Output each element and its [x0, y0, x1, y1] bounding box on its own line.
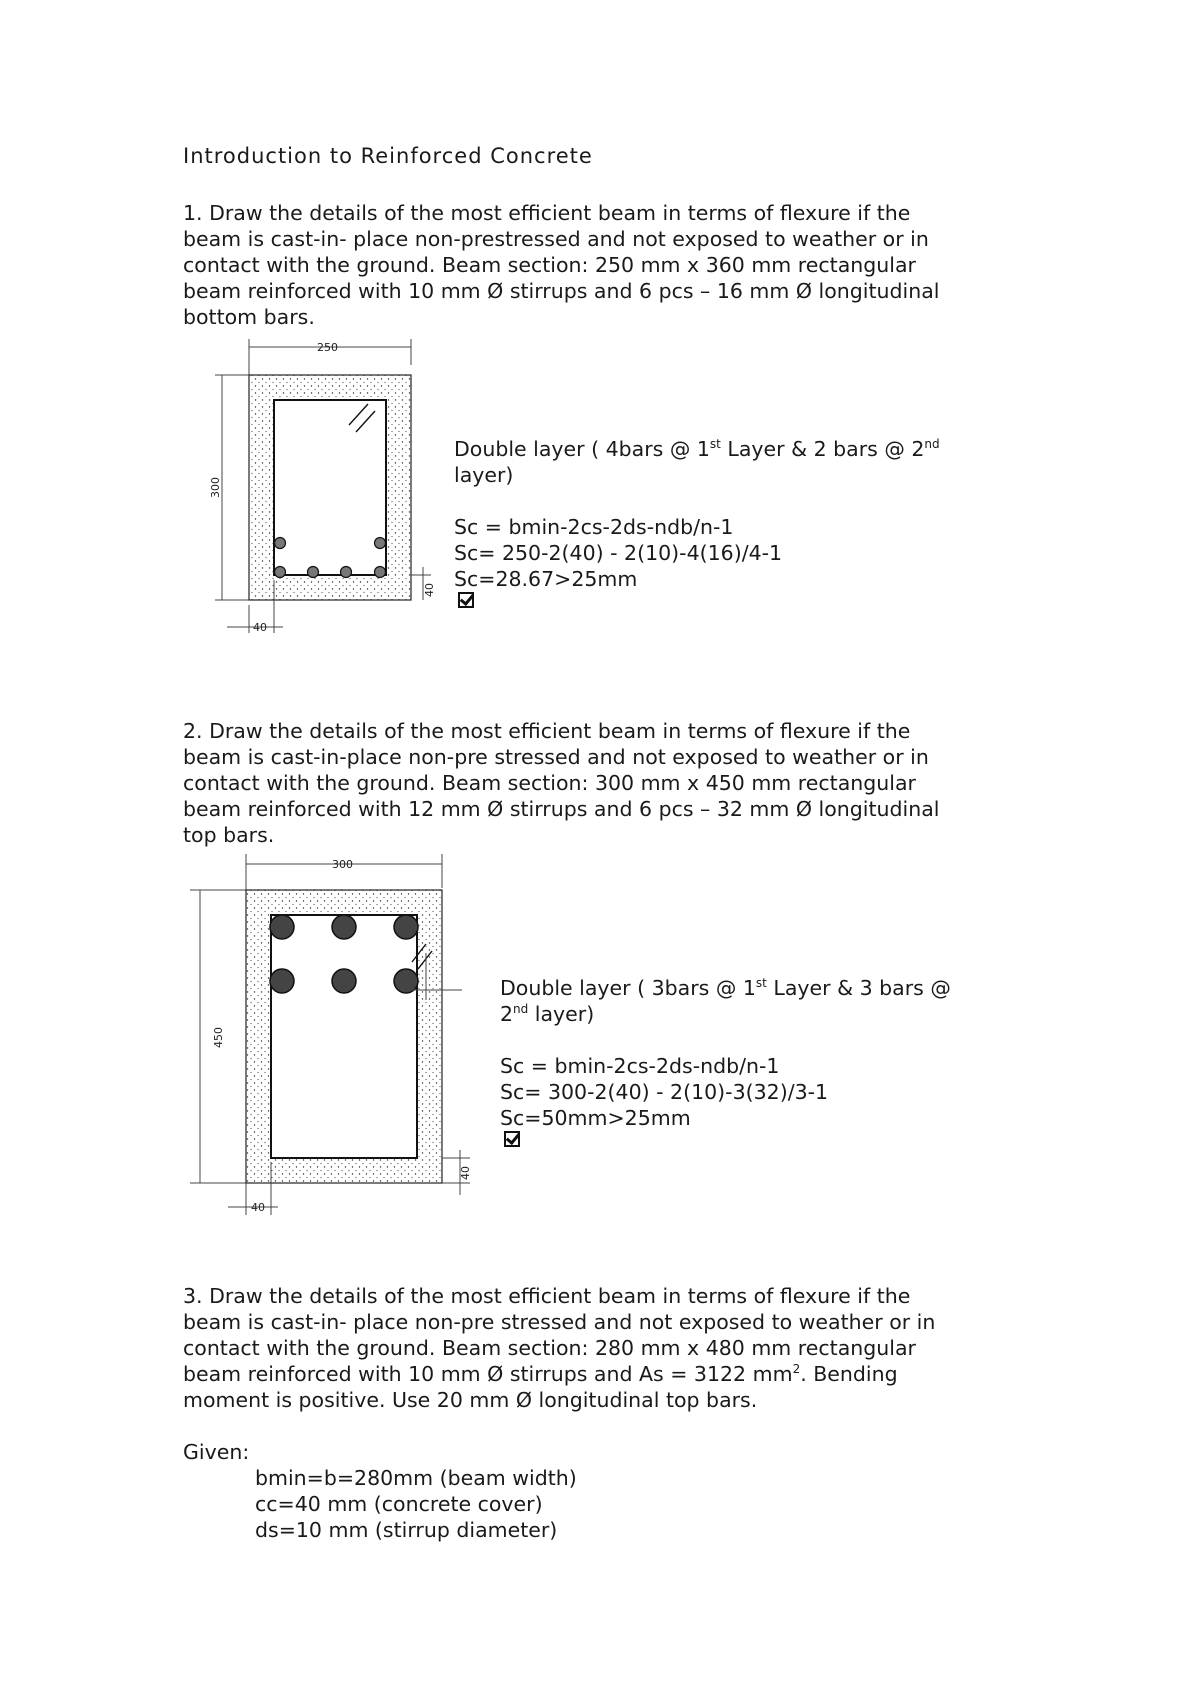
- problem-2-line: contact with the ground. Beam section: 300 mm x 450 mm rectangular: [183, 771, 916, 795]
- problem-3-line: moment is positive. Use 20 mm Ø longitudinal top bars.: [183, 1388, 758, 1412]
- problem-1-line: contact with the ground. Beam section: 250 mm x 360 mm rectangular: [183, 253, 916, 277]
- beam-section-figure-1: [205, 335, 445, 635]
- problem-2-line: beam is cast-in-place non-pre stressed and not exposed to weather or in: [183, 745, 929, 769]
- rebar: [332, 915, 356, 939]
- dim-cover-right-label: 40: [423, 583, 436, 597]
- stirrup: [271, 915, 417, 1158]
- spacing-substitution: Sc= 300-2(40) - 2(10)-3(32)/3-1: [500, 1080, 829, 1104]
- beam-section-figure-2: [190, 850, 490, 1220]
- problem-3-line: 3. Draw the details of the most efficient beam in terms of flexure if the: [183, 1284, 911, 1308]
- given-label: Given:: [183, 1440, 250, 1464]
- problem-2-line: top bars.: [183, 823, 275, 847]
- spacing-substitution: Sc= 250-2(40) - 2(10)-4(16)/4-1: [454, 541, 783, 565]
- rebar: [394, 915, 418, 939]
- problem-1-line: beam is cast-in- place non-prestressed and not exposed to weather or in: [183, 227, 929, 251]
- rebar: [270, 915, 294, 939]
- given-item: cc=40 mm (concrete cover): [255, 1492, 543, 1516]
- problem-2-line: beam reinforced with 12 mm Ø stirrups and 6 pcs – 32 mm Ø longitudinal: [183, 797, 940, 821]
- problem-3-line: beam is cast-in- place non-pre stressed and not exposed to weather or in: [183, 1310, 936, 1334]
- problem-3-statement: [183, 1283, 1043, 1543]
- rebar: [394, 969, 418, 993]
- dim-height-label: 450: [212, 1027, 225, 1048]
- spacing-formula: Sc = bmin-2cs-2ds-ndb/n-1: [454, 515, 734, 539]
- given-item: ds=10 mm (stirrup diameter): [255, 1518, 558, 1542]
- problem-1-statement: [183, 200, 1043, 330]
- rebar: [270, 969, 294, 993]
- rebar: [275, 538, 286, 549]
- problem-1-line: bottom bars.: [183, 305, 315, 329]
- problem-1-line: 1. Draw the details of the most efficient beam in terms of flexure if the: [183, 201, 911, 225]
- checkmark-icon: [504, 1131, 520, 1147]
- layer-description-cont: layer): [454, 463, 514, 487]
- rebar: [341, 567, 352, 578]
- dim-width-label: 300: [332, 858, 353, 871]
- given-item: bmin=b=280mm (beam width): [255, 1466, 577, 1490]
- spacing-formula: Sc = bmin-2cs-2ds-ndb/n-1: [500, 1054, 780, 1078]
- stirrup: [274, 400, 386, 575]
- dim-cover-bottom-label: 40: [251, 1201, 265, 1214]
- document-title: Introduction to Reinforced Concrete: [183, 144, 593, 168]
- layer-description: Double layer ( 3bars @ 1st Layer & 3 bars @: [500, 976, 951, 1000]
- checkmark-icon: [458, 592, 474, 608]
- dim-height-label: 300: [209, 477, 222, 498]
- problem-2-statement: [183, 718, 1043, 848]
- rebar: [375, 538, 386, 549]
- spacing-result: Sc=50mm>25mm: [500, 1105, 951, 1147]
- problem-3-line: contact with the ground. Beam section: 280 mm x 480 mm rectangular: [183, 1336, 916, 1360]
- problem-2-calculation: [500, 975, 951, 1147]
- problem-2-line: 2. Draw the details of the most efficient beam in terms of flexure if the: [183, 719, 911, 743]
- problem-1-line: beam reinforced with 10 mm Ø stirrups and 6 pcs – 16 mm Ø longitudinal: [183, 279, 940, 303]
- rebar: [375, 567, 386, 578]
- dim-width-label: 250: [317, 341, 338, 354]
- rebar: [275, 567, 286, 578]
- dim-cover-bottom-label: 40: [253, 621, 267, 634]
- rebar: [308, 567, 319, 578]
- dim-cover-right-label: 40: [459, 1166, 472, 1180]
- layer-description: Double layer ( 4bars @ 1st Layer & 2 bars @ 2nd: [454, 437, 940, 461]
- spacing-result: Sc=28.67>25mm: [454, 566, 940, 608]
- rebar: [332, 969, 356, 993]
- problem-3-line: beam reinforced with 10 mm Ø stirrups and As = 3122 $mm^2$. Bending: [183, 1362, 898, 1386]
- problem-1-calculation: [454, 436, 940, 608]
- layer-description-cont: 2nd layer): [500, 1002, 595, 1026]
